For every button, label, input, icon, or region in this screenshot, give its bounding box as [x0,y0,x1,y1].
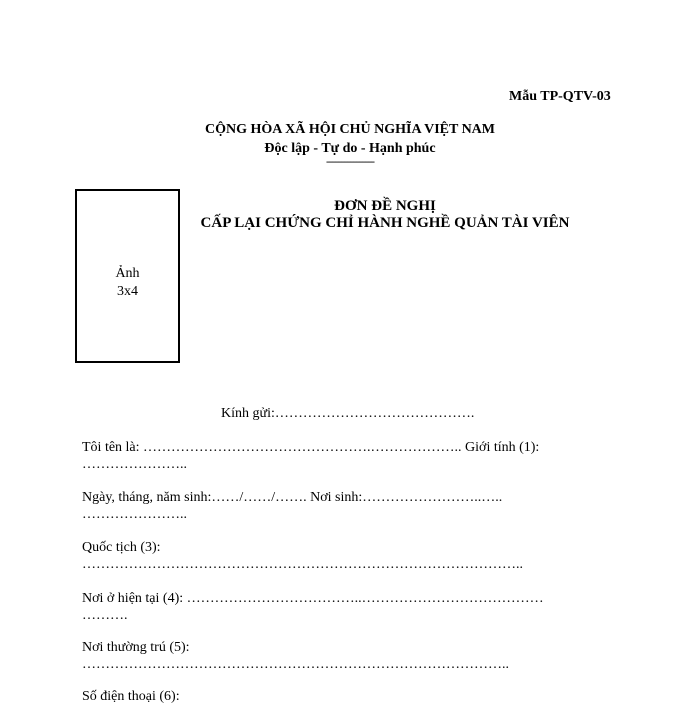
document-title-line2: CẤP LẠI CHỨNG CHỈ HÀNH NGHỀ QUẢN TÀI VIÊN [200,215,570,231]
nationality-line: Quốc tịch (3): [82,540,161,555]
permanent-residence-continuation: ……………………………………………………………………………….. [82,657,509,672]
document-title-line1: ĐƠN ĐỀ NGHỊ [334,198,436,214]
national-title: CỘNG HÒA XÃ HỘI CHỦ NGHĨA VIỆT NAM [204,122,495,137]
phone-line: Số điện thoại (6): [82,689,180,704]
photo-label-line2: 3x4 [117,284,138,299]
national-motto: Độc lập - Tự do - Hạnh phúc [264,141,436,156]
name-continuation: ………………….. [82,457,187,472]
residence-line: Nơi ở hiện tại (4): ………………………………..………………………………… [82,591,544,606]
dob-continuation: ………………….. [82,507,187,522]
dob-line: Ngày, tháng, năm sinh:……/……/……. Nơi sinh:……………………..….. [82,490,503,505]
permanent-residence-line: Nơi thường trú (5): [82,640,190,655]
nationality-continuation: ………………………………………………………………………………….. [82,557,523,572]
addressee-line: Kính gửi:……………………………………. [221,406,475,421]
photo-label-line1: Ảnh [115,266,140,281]
photo-placeholder [75,189,180,363]
name-line: Tôi tên là: ………………………………………….……………….. Giới tính (1): [82,440,540,455]
residence-continuation: ………. [82,608,128,623]
form-code: Mẫu TP-QTV-03 [509,89,611,104]
photo-label [77,265,178,301]
header-divider: ---------------- [326,154,374,168]
